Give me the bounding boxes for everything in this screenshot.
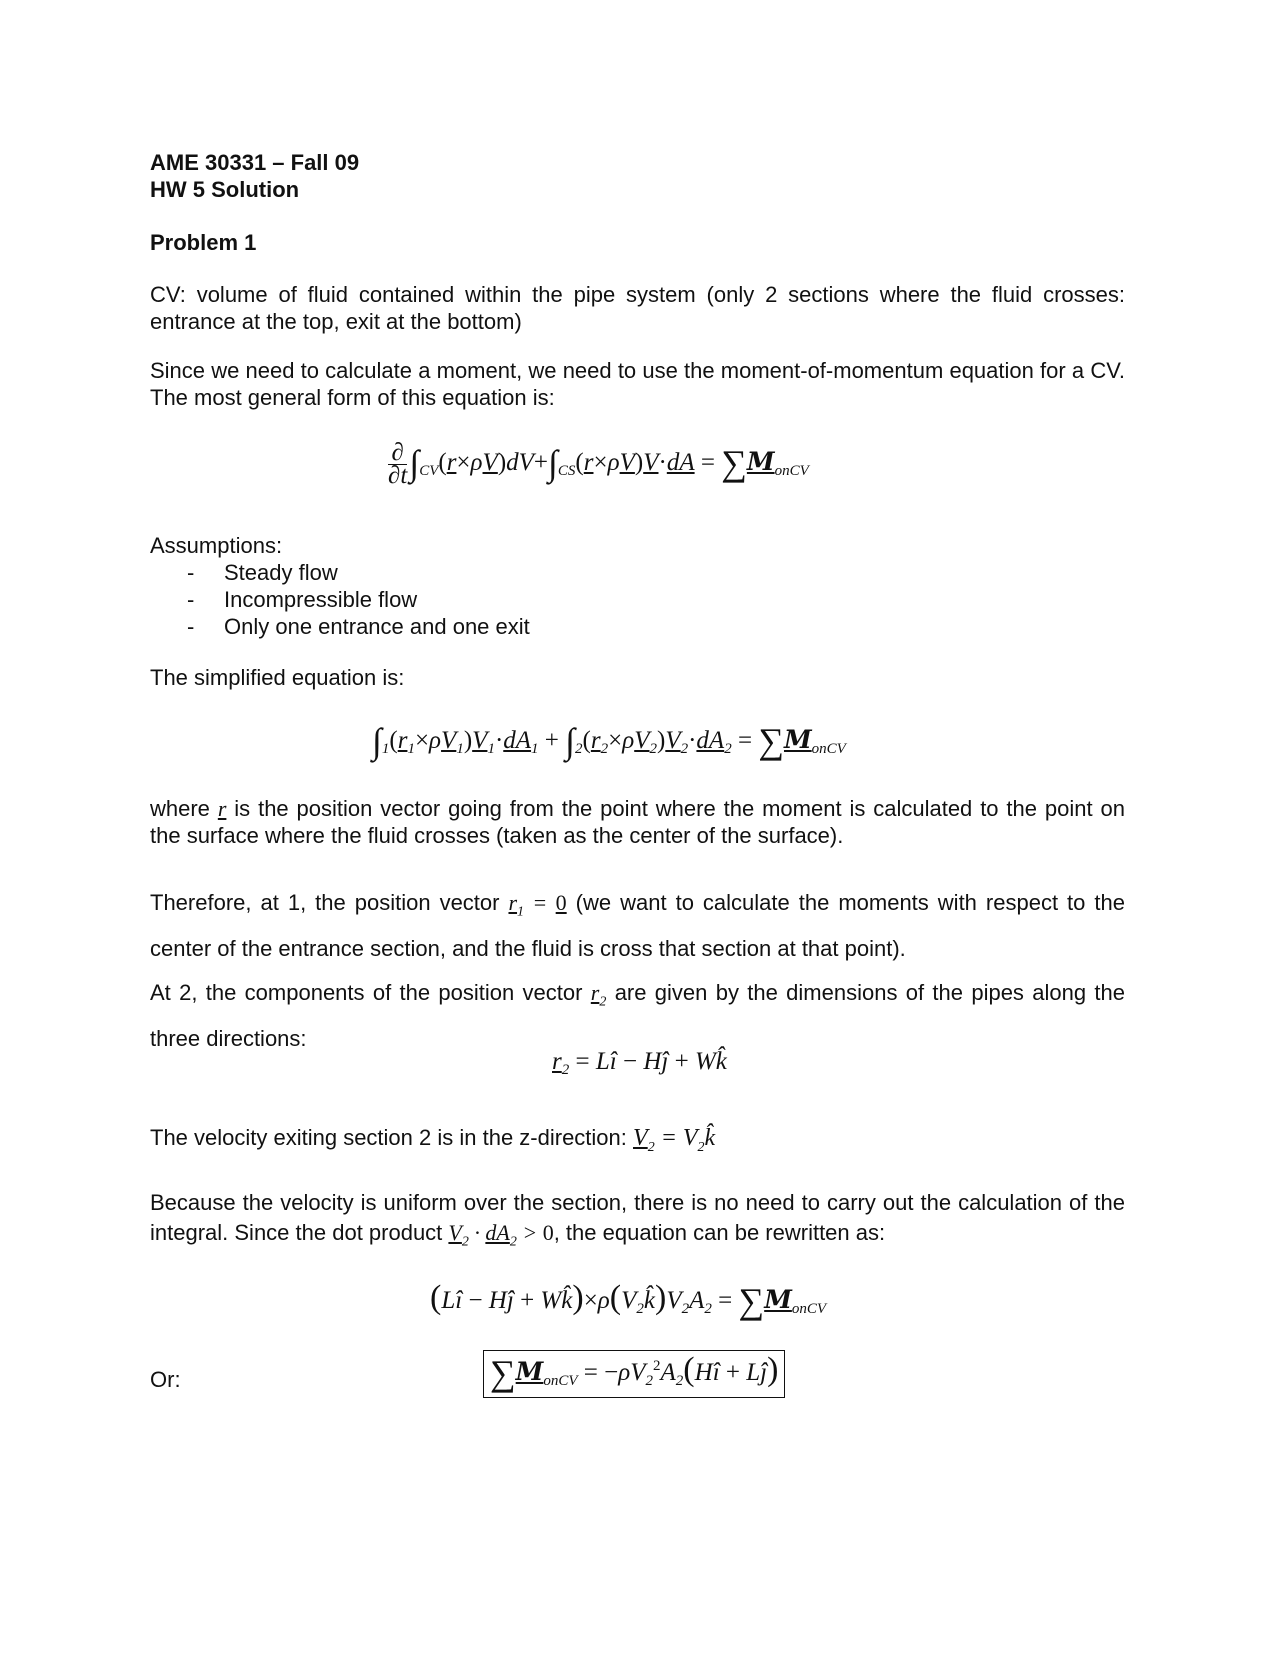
- uniform-paragraph: [150, 1188, 1125, 1257]
- assumptions-block: [150, 532, 1125, 640]
- at2-post: are given by the dimensions of the pipes along the three directions:: [150, 980, 1125, 1052]
- final-result-box: $\sum M_{onCV}$ = $-\rho V_2^2A_2(Hî$ + Lĵ): [483, 1350, 785, 1398]
- list-item: - Steady flow: [150, 559, 1125, 586]
- list-item: - Incompressible flow: [150, 586, 1125, 613]
- cross-product-equation: (Lî − Hĵ + $Wk̂)\times\rho(V_2k̂)V_2A_2 = \sum M_{onCV}$: [430, 1279, 827, 1321]
- course-header: [150, 149, 1125, 203]
- general-equation: $\frac{\partial}{\partial t}$ $\int_{CV}(r\times\rho V)dV+\int_{CS}(r\times\rho V)V\cdot dA = \sum M_{onCV}$: [388, 439, 809, 489]
- or-label: Or:: [150, 1367, 181, 1392]
- uniform-post: , the equation can be rewritten as:: [553, 1220, 886, 1245]
- simplified-equation: $\int_1(r_1\times\rho V_1)V_1\cdot dA_1 + \int_2(r_2\times\rho V_2)V_2\cdot dA_2 = \sum M_{onCV}$: [372, 721, 846, 761]
- at2-paragraph: [150, 974, 1125, 1057]
- r1-zero-equation: $r_1 = 0$: [508, 890, 567, 920]
- therefore-post: (we want to calculate the moments with respect to the center of the entrance section, and the fluid is cross that section at that point).: [150, 890, 1125, 962]
- list-item: - Only one entrance and one exit: [150, 613, 1125, 640]
- r2-equation: $r_2$ = Lî − Hĵ + Wk̂: [552, 1048, 727, 1078]
- r2-symbol: $r_2$: [590, 980, 607, 1010]
- intro-paragraph: Since we need to calculate a moment, we need to use the moment-of-momentum equation for a CV. The most general form of this equation is:: [150, 358, 1125, 410]
- velocity-paragraph: [150, 1124, 1125, 1161]
- simplified-label: The simplified equation is:: [150, 665, 405, 690]
- v2-equation: $V_2$ = $V_2k̂$: [633, 1125, 716, 1155]
- problem-heading: Problem 1: [150, 230, 257, 255]
- r-symbol: r: [217, 796, 227, 821]
- velocity-text: The velocity exiting section 2 is in the z-direction:: [150, 1125, 627, 1150]
- assumptions-label: Assumptions:: [150, 533, 283, 558]
- cv-paragraph: CV: volume of fluid contained within the pipe system (only 2 sections where the fluid crosses: entrance at the top, exit at the bottom): [150, 282, 1125, 334]
- uniform-pre: Because the velocity is uniform over the section, there is no need to carry out the calculation of the integral. Since the dot product: [150, 1190, 1125, 1245]
- where-post: is the position vector going from the point where the moment is calculated to the point on the surface where the fluid crosses (taken as the center of the surface).: [150, 796, 1125, 848]
- where-pre: where: [150, 796, 210, 821]
- at2-pre: At 2, the components of the position vector: [150, 980, 583, 1005]
- assumptions-list: [150, 559, 1125, 640]
- dot-product-inequality: $V_2 \cdot dA_2 > 0$: [448, 1220, 554, 1250]
- homework-title: HW 5 Solution: [150, 177, 300, 202]
- where-paragraph: [150, 795, 1125, 849]
- therefore-pre: Therefore, at 1, the position vector: [150, 890, 500, 915]
- therefore-paragraph: [150, 884, 1125, 967]
- course-title: AME 30331 – Fall 09: [150, 150, 360, 175]
